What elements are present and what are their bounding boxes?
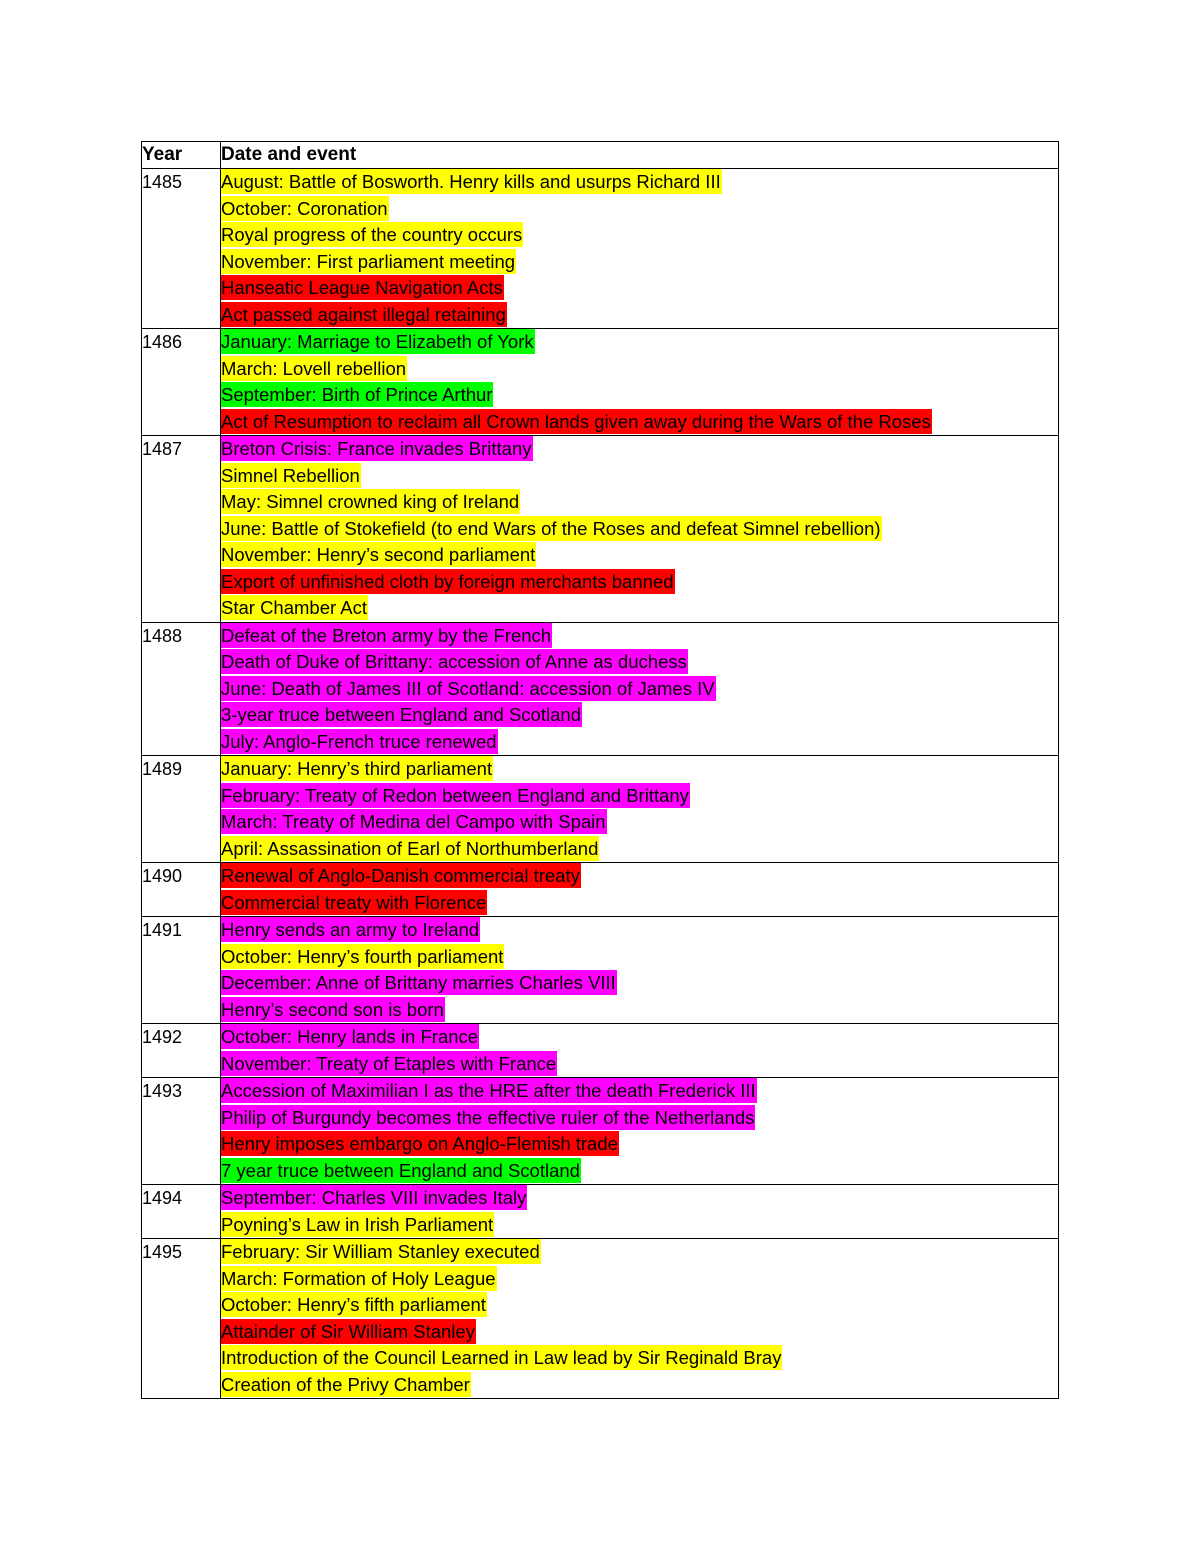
event-text: November: Henry’s second parliament [221, 544, 536, 565]
event-item [221, 169, 1058, 196]
table-row [142, 1239, 1059, 1399]
events-cell [221, 1078, 1059, 1185]
event-item [221, 1024, 1058, 1051]
event-text: 7 year truce between England and Scotland [221, 1159, 580, 1181]
year-cell: 1492 [142, 1024, 221, 1078]
event-text: Henry sends an army to Ireland [221, 919, 480, 940]
event-text: October: Henry’s fourth parliament [221, 945, 504, 967]
event-text: Act passed against illegal retaining [221, 303, 506, 325]
event-item [221, 649, 1058, 676]
event-text: Star Chamber Act [221, 597, 368, 618]
event-text: August: Battle of Bosworth. Henry kills and usurps Richard III [221, 171, 721, 192]
event-item [221, 222, 1058, 249]
event-item [221, 944, 1058, 971]
timeline-table [141, 141, 1059, 1399]
table-row [142, 436, 1059, 623]
events-cell [221, 1185, 1059, 1239]
event-column-header: Date and event [221, 142, 1059, 169]
event-text: October: Henry’s fifth parliament [221, 1294, 486, 1315]
event-text: February: Treaty of Redon between England and Brittany [221, 784, 689, 806]
event-item [221, 595, 1058, 622]
table-row [142, 169, 1059, 329]
table-row [142, 756, 1059, 863]
event-item [221, 436, 1058, 463]
events-cell [221, 329, 1059, 436]
events-cell [221, 169, 1059, 329]
event-item [221, 329, 1058, 356]
event-item [221, 275, 1058, 302]
event-text: Henry’s second son is born [221, 998, 444, 1020]
event-item [221, 1345, 1058, 1372]
event-item [221, 249, 1058, 276]
year-cell: 1486 [142, 329, 221, 436]
table-row [142, 863, 1059, 917]
event-text: Royal progress of the country occurs [221, 224, 523, 245]
event-text: July: Anglo-French truce renewed [221, 730, 497, 752]
event-item [221, 1319, 1058, 1346]
event-item [221, 542, 1058, 569]
event-item [221, 1372, 1058, 1399]
event-text: November: First parliament meeting [221, 250, 516, 272]
table-row [142, 1185, 1059, 1239]
event-item [221, 783, 1058, 810]
event-item [221, 1292, 1058, 1319]
event-item [221, 676, 1058, 703]
event-text: Simnel Rebellion [221, 464, 360, 486]
events-cell [221, 436, 1059, 623]
event-item [221, 863, 1058, 890]
year-cell: 1488 [142, 622, 221, 756]
event-item [221, 1051, 1058, 1078]
event-item [221, 1105, 1058, 1132]
event-item [221, 997, 1058, 1024]
table-header-row [142, 142, 1059, 169]
event-item [221, 1131, 1058, 1158]
event-item [221, 1158, 1058, 1185]
event-text: Act of Resumption to reclaim all Crown lands given away during the Wars of the Roses [221, 410, 931, 432]
event-text: May: Simnel crowned king of Ireland [221, 491, 520, 512]
event-item [221, 836, 1058, 863]
event-text: February: Sir William Stanley executed [221, 1241, 540, 1262]
year-cell: 1493 [142, 1078, 221, 1185]
event-text: September: Charles VIII invades Italy [221, 1187, 527, 1208]
event-text: March: Lovell rebellion [221, 357, 407, 379]
event-item [221, 516, 1058, 543]
year-cell: 1494 [142, 1185, 221, 1239]
event-text: January: Henry’s third parliament [221, 758, 493, 779]
event-text: Defeat of the Breton army by the French [221, 624, 552, 646]
events-cell [221, 1239, 1059, 1399]
event-text: Breton Crisis: France invades Brittany [221, 438, 532, 459]
event-item [221, 382, 1058, 409]
event-item [221, 917, 1058, 944]
event-item [221, 623, 1058, 650]
event-item [221, 702, 1058, 729]
events-cell [221, 917, 1059, 1024]
event-item [221, 356, 1058, 383]
event-item [221, 489, 1058, 516]
events-cell [221, 622, 1059, 756]
table-row [142, 1024, 1059, 1078]
year-cell: 1487 [142, 436, 221, 623]
year-cell: 1485 [142, 169, 221, 329]
event-text: March: Formation of Holy League [221, 1267, 496, 1289]
event-item [221, 729, 1058, 756]
event-text: December: Anne of Brittany marries Charles VIII [221, 972, 616, 993]
event-item [221, 1266, 1058, 1293]
event-item [221, 569, 1058, 596]
event-text: Introduction of the Council Learned in Law lead by Sir Reginald Bray [221, 1347, 782, 1368]
event-text: October: Henry lands in France [221, 1026, 479, 1047]
event-text: Philip of Burgundy becomes the effective ruler of the Netherlands [221, 1106, 755, 1128]
event-text: Creation of the Privy Chamber [221, 1373, 470, 1395]
event-item [221, 302, 1058, 329]
event-item [221, 1239, 1058, 1266]
event-text: Accession of Maximilian I as the HRE after the death Frederick III [221, 1080, 756, 1101]
event-item [221, 196, 1058, 223]
table-row [142, 622, 1059, 756]
year-cell: 1490 [142, 863, 221, 917]
event-text: Renewal of Anglo-Danish commercial treaty [221, 865, 580, 886]
events-cell [221, 756, 1059, 863]
year-column-header: Year [142, 142, 221, 169]
event-item [221, 1212, 1058, 1239]
event-text: April: Assassination of Earl of Northumberland [221, 837, 599, 859]
event-text: June: Battle of Stokefield (to end Wars of the Roses and defeat Simnel rebellion) [221, 517, 881, 539]
event-item [221, 463, 1058, 490]
events-cell [221, 1024, 1059, 1078]
event-text: Export of unfinished cloth by foreign merchants banned [221, 570, 674, 592]
event-text: November: Treaty of Etaples with France [221, 1052, 557, 1074]
year-cell: 1495 [142, 1239, 221, 1399]
event-item [221, 756, 1058, 783]
event-item [221, 809, 1058, 836]
events-cell [221, 863, 1059, 917]
event-text: 3-year truce between England and Scotland [221, 704, 581, 725]
event-text: September: Birth of Prince Arthur [221, 384, 493, 405]
timeline-body [142, 169, 1059, 1399]
table-row [142, 1078, 1059, 1185]
table-row [142, 329, 1059, 436]
event-text: Hanseatic League Navigation Acts [221, 277, 503, 298]
event-text: Henry imposes embargo on Anglo-Flemish trade [221, 1133, 618, 1154]
event-text: Commercial treaty with Florence [221, 891, 487, 913]
event-item [221, 1078, 1058, 1105]
event-text: Death of Duke of Brittany: accession of Anne as duchess [221, 651, 687, 672]
event-text: October: Coronation [221, 197, 388, 219]
event-text: Attainder of Sir William Stanley [221, 1320, 475, 1342]
event-text: June: Death of James III of Scotland: accession of James IV [221, 677, 715, 699]
event-item [221, 1185, 1058, 1212]
event-text: Poyning’s Law in Irish Parliament [221, 1213, 494, 1235]
table-row [142, 917, 1059, 1024]
year-cell: 1491 [142, 917, 221, 1024]
event-text: January: Marriage to Elizabeth of York [221, 331, 534, 352]
event-item [221, 970, 1058, 997]
event-item [221, 890, 1058, 917]
event-item [221, 409, 1058, 436]
event-text: March: Treaty of Medina del Campo with Spain [221, 811, 606, 832]
year-cell: 1489 [142, 756, 221, 863]
